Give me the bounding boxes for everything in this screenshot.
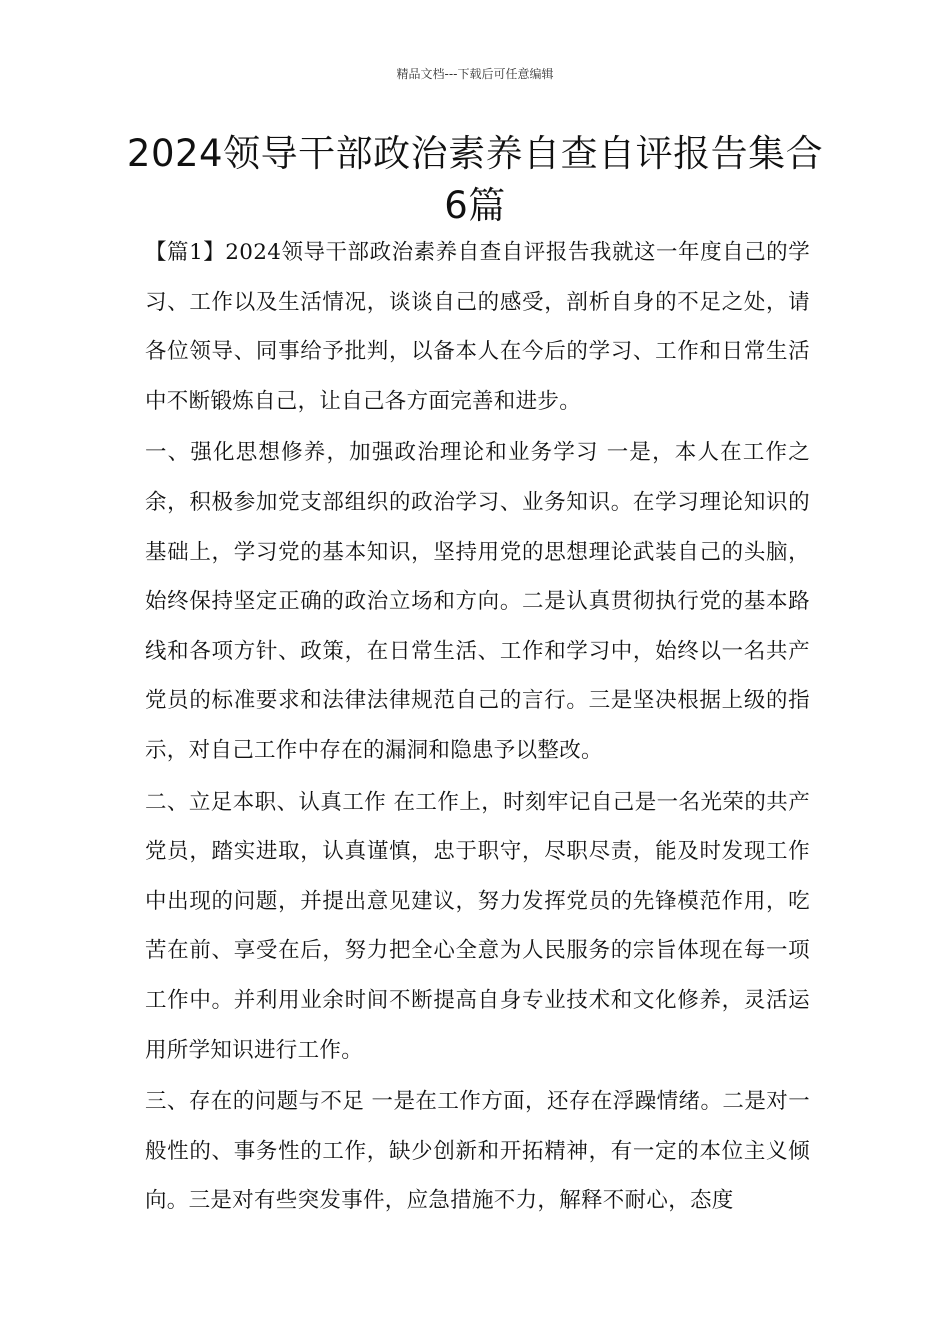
document-body: [145, 228, 810, 1228]
paragraph-section-2: 二、立足本职、认真工作 在工作上，时刻牢记自己是一名光荣的共产党员，踏实进取，认真谨慎，忠于职守，尽职尽责，能及时发现工作中出现的问题，并提出意见建议，努力发挥党员的先锋模范作用，吃苦在前、享受在后，努力把全心全意为人民服务的宗旨体现在每一项工作中。并利用业余时间不断提高自身专业技术和文化修养，灵活运用所学知识进行工作。: [145, 789, 810, 1063]
paragraph-intro: 【篇1】2024领导干部政治素养自查自评报告我就这一年度自己的学习、工作以及生活情况，谈谈自己的感受，剖析自身的不足之处，请各位领导、同事给予批判，以备本人在今后的学习、工作和日常生活中不断锻炼自己，让自己各方面完善和进步。: [145, 240, 810, 414]
document-title: 2024领导干部政治素养自查自评报告集合6篇: [126, 132, 824, 227]
paragraph-section-3: 三、存在的问题与不足 一是在工作方面，还存在浮躁情绪。二是对一般性的、事务性的工作，缺少创新和开拓精神，有一定的本位主义倾向。三是对有些突发事件，应急措施不力，解释不耐心，态度: [145, 1089, 810, 1214]
header-note: 精品文档---下载后可任意编辑: [396, 67, 554, 81]
paragraph-section-1: 一、强化思想修养，加强政治理论和业务学习 一是，本人在工作之余，积极参加党支部组织的政治学习、业务知识。在学习理论知识的基础上，学习党的基本知识，坚持用党的思想理论武装自己的头脑，始终保持坚定正确的政治立场和方向。二是认真贯彻执行党的基本路线和各项方针、政策，在日常生活、工作和学习中，始终以一名共产党员的标准要求和法律法律规范自己的言行。三是坚决根据上级的指示，对自己工作中存在的漏洞和隐患予以整改。: [145, 440, 810, 763]
